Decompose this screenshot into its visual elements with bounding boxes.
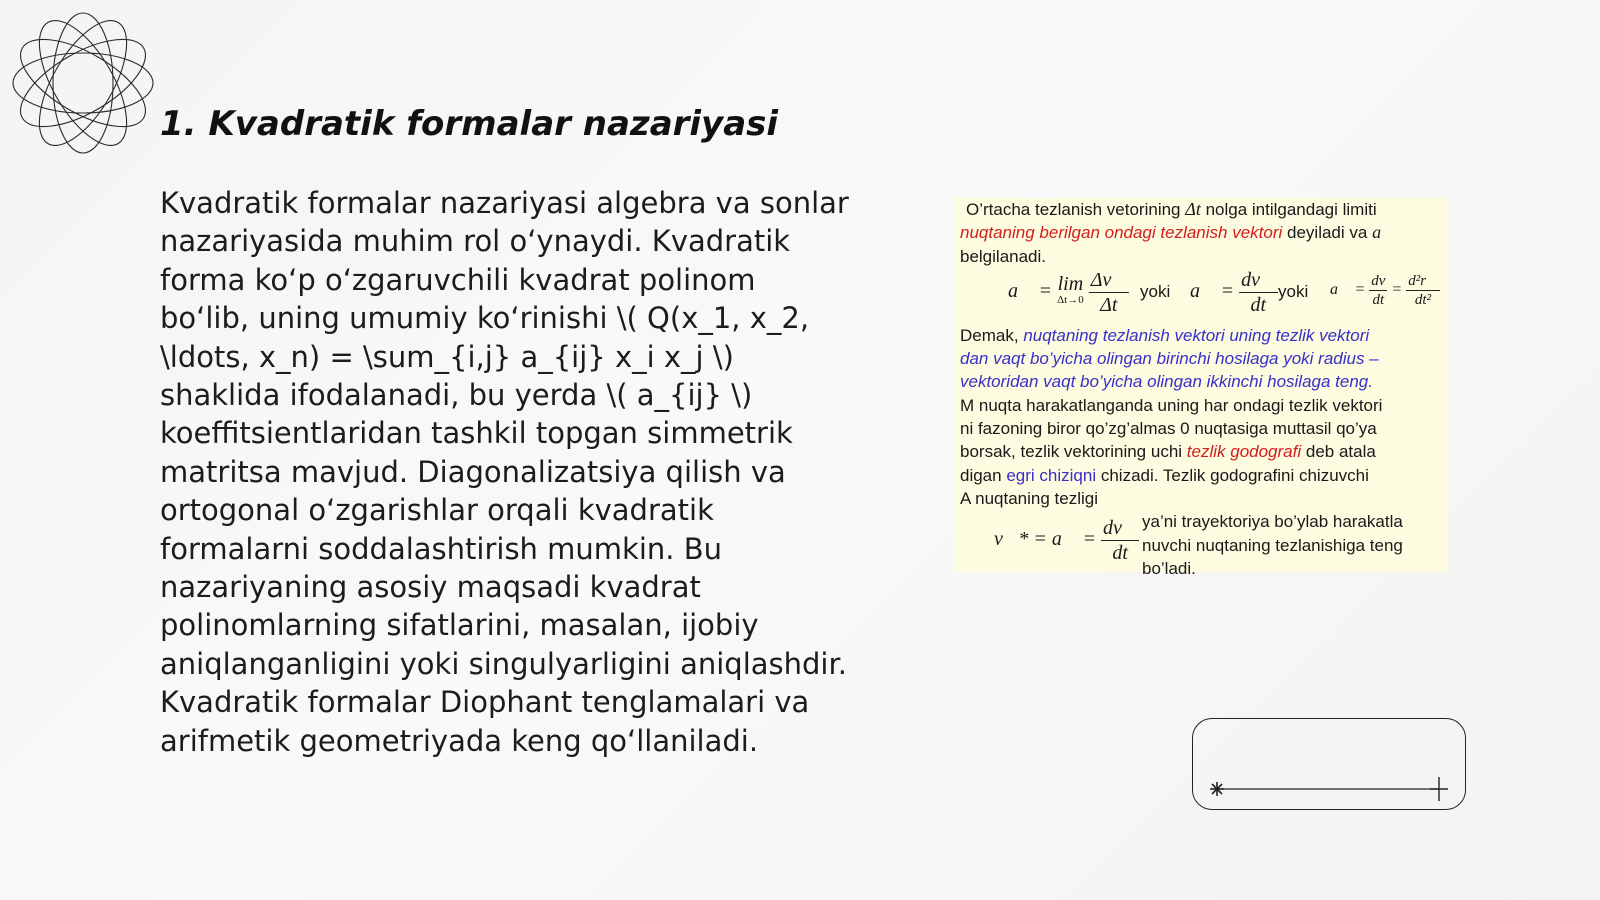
note-line-p5: A nuqtaning tezligi — [960, 488, 1098, 508]
velocity-formula: v⃗* = a⃗ = $\frac{dv⃗}{dt}$ ya’ni trayektoriya bo’ylab harakatla nuvchi nuqtaning tezlanishiga teng bo’ladi. — [994, 512, 1403, 578]
note-line-2: nuqtaning berilgan ondagi tezlanish vektori deyiladi va a⃗ — [960, 222, 1396, 243]
crosshair-icon[interactable] — [1430, 777, 1448, 801]
physics-note-image — [954, 198, 1448, 578]
slider-track — [1193, 719, 1467, 811]
note-line-3: belgilanadi. — [960, 246, 1047, 266]
note-line-blue-3: vektoridan vaqt bo’yicha olingan ikkinchi hosilaga teng. — [960, 372, 1373, 392]
note-line-1: O’rtacha tezlanish vetorining Δt nolga intilgandagi limiti — [966, 199, 1377, 219]
sparkle-icon — [1210, 782, 1224, 796]
orbit-rings-icon — [8, 8, 158, 158]
note-line-p2: ni fazoning biror qo’zg’almas 0 nuqtasiga muttasil qo’ya — [960, 419, 1377, 439]
note-line-p4: digan egri chiziqni chizadi. Tezlik godografini chizuvchi — [960, 465, 1369, 485]
note-line-demak: Demak, nuqtaning tezlanish vektori uning tezlik vektori — [960, 325, 1370, 345]
note-line-p1: M nuqta harakatlanganda uning har ondagi tezlik vektori — [960, 395, 1383, 415]
slider-widget[interactable] — [1192, 718, 1466, 810]
body-paragraph: Kvadratik formalar nazariyasi algebra va sonlar nazariyasida muhim rol o‘ynaydi. Kvadratik forma ko‘p o‘zgaruvchili kvadrat polinom bo‘lib, uning umumiy ko‘rinishi \( Q(x_1, x_2, \ldots, x_n) = \sum_{i,j} a_{ij} x_i x_j \) shaklida ifodalanadi, bu yerda \( a_{ij} \) koeffitsientlaridan tashkil topgan simmetrik matritsa mavjud. Diagonalizatsiya qilish va ortogonal o‘zgarishlar orqali kvadratik formalarni soddalashtirish mumkin. Bu nazariyaning asosiy maqsadi kvadrat polinomlarning sifatlarini, masalan, ijobiy aniqlanganligini yoki singulyarligini aniqlashdir. Kvadratik formalar Diophant tenglamalari va arifmetik geometriyada keng qo‘llaniladi. — [160, 186, 849, 758]
note-line-blue-2: dan vaqt bo’yicha olingan birinchi hosilaga yoki radius – — [960, 349, 1379, 369]
slide-title: 1. Kvadratik formalar nazariyasi — [160, 104, 779, 144]
note-line-p3: borsak, tezlik vektorining uchi tezlik godografi deb atala — [960, 442, 1376, 462]
acceleration-formula: a⃗ = lim Δt→0 $\frac{\Delta v⃗}{\Delta t}$ yoki a⃗ = $\frac{dv⃗}{dt}$ yoki a⃗ = $\frac{dv}{dt}$ = $\frac{\text{d²r⃗}}{\text{dt²}}$ — [1008, 268, 1438, 316]
